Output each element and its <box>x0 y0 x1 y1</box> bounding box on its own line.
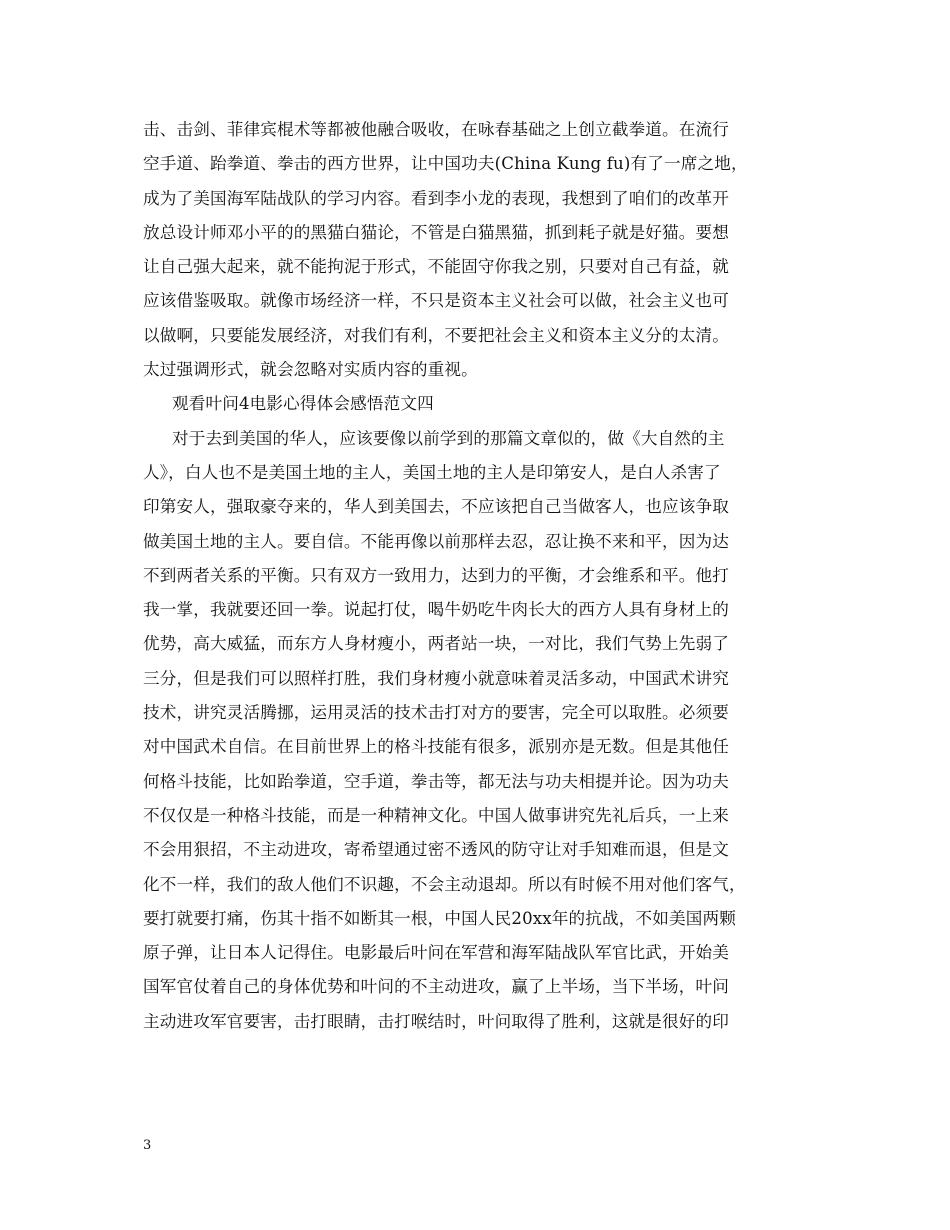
paragraph-line: 太过强调形式，就会忽略对实质内容的重视。 <box>143 360 478 380</box>
paragraph-line: 不仅仅是一种格斗技能，而是一种精神文化。中国人做事讲究先礼后兵，一上来 <box>143 805 730 825</box>
paragraph-line: 技术，讲究灵活腾挪，运用灵活的技术击打对方的要害，完全可以取胜。必须要 <box>143 703 730 723</box>
paragraph-line: 不到两者关系的平衡。只有双方一致用力，达到力的平衡，才会维系和平。他打 <box>143 565 730 585</box>
page-number: 3 <box>143 1138 152 1153</box>
paragraph-line: 化不一样，我们的敌人他们不识趣，不会主动退却。所以有时候不用对他们客气， <box>143 874 746 894</box>
paragraph-line: 优势，高大威猛，而东方人身材瘦小，两者站一块，一对比，我们气势上先弱了 <box>143 634 730 654</box>
paragraph-line: 让自己强大起来，就不能拘泥于形式，不能固守你我之别，只要对自己有益，就 <box>143 257 730 277</box>
paragraph-line: 原子弹，让日本人记得住。电影最后叶问在军营和海军陆战队军官比武，开始美 <box>143 943 730 963</box>
paragraph-line: 三分，但是我们可以照样打胜，我们身材瘦小就意味着灵活多动，中国武术讲究 <box>143 668 730 688</box>
paragraph-line: 成为了美国海军陆战队的学习内容。看到李小龙的表现，我想到了咱们的改革开 <box>143 188 730 208</box>
paragraph-line-indented: 对于去到美国的华人，应该要像以前学到的那篇文章似的，做《大自然的主 <box>172 428 725 448</box>
paragraph-line: 主动进攻军官要害，击打眼睛，击打喉结时，叶问取得了胜利，这就是很好的印 <box>143 1011 730 1031</box>
paragraph-line: 做美国土地的主人。要自信。不能再像以前那样去忍，忍让换不来和平，因为达 <box>143 531 730 551</box>
paragraph-line: 何格斗技能，比如跆拳道，空手道，拳击等，都无法与功夫相提并论。因为功夫 <box>143 771 730 791</box>
paragraph-line-indented: 观看叶问4电影心得体会感悟范文四 <box>172 394 434 414</box>
paragraph-line: 对中国武术自信。在目前世界上的格斗技能有很多，派别亦是无数。但是其他任 <box>143 737 730 757</box>
paragraph-line: 空手道、跆拳道、拳击的西方世界，让中国功夫(China Kung fu)有了一席之地， <box>143 154 748 174</box>
paragraph-line: 印第安人，强取豪夺来的，华人到美国去，不应该把自己当做客人，也应该争取 <box>143 497 730 517</box>
paragraph-line: 击、击剑、菲律宾棍术等都被他融合吸收，在咏春基础之上创立截拳道。在流行 <box>143 120 730 139</box>
paragraph-line: 放总设计师邓小平的的黑猫白猫论，不管是白猫黑猫，抓到耗子就是好猫。要想 <box>143 222 730 242</box>
paragraph-line: 以做啊，只要能发展经济，对我们有利，不要把社会主义和资本主义分的太清。 <box>143 325 730 345</box>
paragraph-line: 应该借鉴吸取。就像市场经济一样，不只是资本主义社会可以做，社会主义也可 <box>143 291 730 311</box>
paragraph-line: 人》，白人也不是美国土地的主人，美国土地的主人是印第安人，是白人杀害了 <box>143 462 721 482</box>
paragraph-line: 我一掌，我就要还回一拳。说起打仗，喝牛奶吃牛肉长大的西方人具有身材上的 <box>143 600 730 620</box>
paragraph-line: 国军官仗着自己的身体优势和叶问的不主动进攻，赢了上半场，当下半场，叶问 <box>143 977 730 997</box>
body-text <box>143 113 813 1039</box>
paragraph-line: 要打就要打痛，伤其十指不如断其一根，中国人民20xx年的抗战，不如美国两颗 <box>143 908 736 928</box>
paragraph-line: 不会用狠招，不主动进攻，寄希望通过密不透风的防守让对手知难而退，但是文 <box>143 840 730 860</box>
